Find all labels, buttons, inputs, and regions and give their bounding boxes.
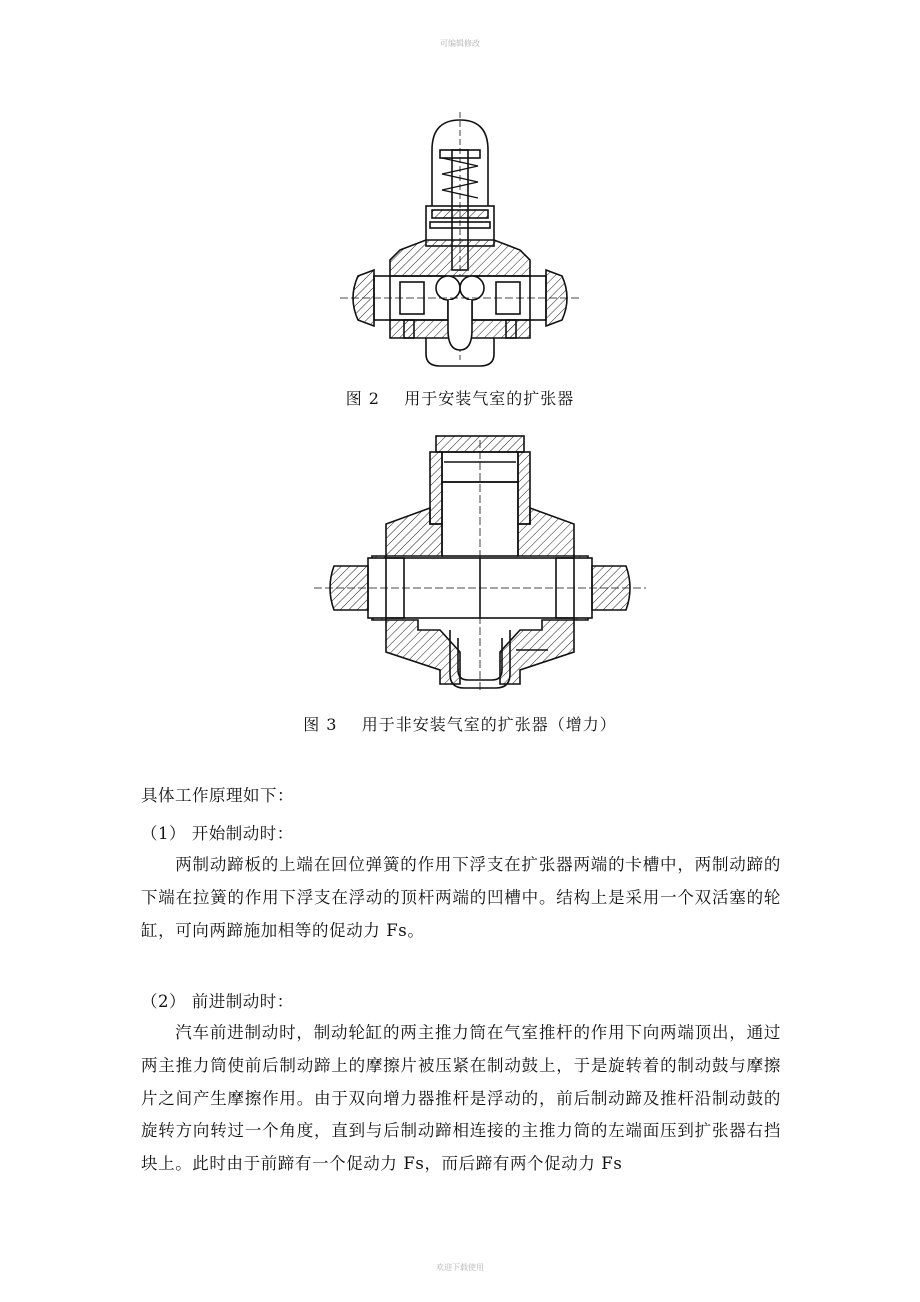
page-footer: 欢迎下载使用	[436, 1263, 484, 1272]
figure-2-caption: 图 2 用于安装气室的扩张器	[345, 389, 575, 408]
section-2-heading: （2） 前进制动时：	[141, 992, 294, 1011]
intro-line: 具体工作原理如下：	[141, 786, 294, 805]
section-2-text: 汽车前进制动时，制动轮缸的两主推力筒在气室推杆的作用下向两端顶出，通过两主推力筒使前后制动蹄上的摩擦片被压紧在制动鼓上，于是旋转着的制动鼓与摩擦片之间产生摩擦作用。由于双向增力器推杆是浮动的，前后制动蹄及推杆沿制动鼓的旋转方向转过一个角度，直到与后制动蹄相连接的主推力筒的左端面压到扩张器右挡块上。此时由于前蹄有一个促动力 Fs，而后蹄有两个促动力 Fs	[141, 1023, 781, 1174]
page-header: 可编辑修改	[440, 39, 480, 48]
figure-3-drawing	[312, 434, 648, 692]
section-1-text: 两制动蹄板的上端在回位弹簧的作用下浮支在扩张器两端的卡槽中，两制动蹄的下端在拉簧的作用下浮支在浮动的顶杆两端的凹槽中。结构上是采用一个双活塞的轮缸，可向两蹄施加相等的促动力 Fs。	[141, 855, 781, 940]
figure-3-caption: 图 3 用于非安装气室的扩张器（增力）	[303, 715, 617, 734]
section-2-paragraph	[141, 1017, 781, 1181]
section-1-heading: （1） 开始制动时：	[141, 824, 294, 843]
figure-2-drawing	[330, 110, 590, 372]
section-1-paragraph	[141, 849, 781, 947]
